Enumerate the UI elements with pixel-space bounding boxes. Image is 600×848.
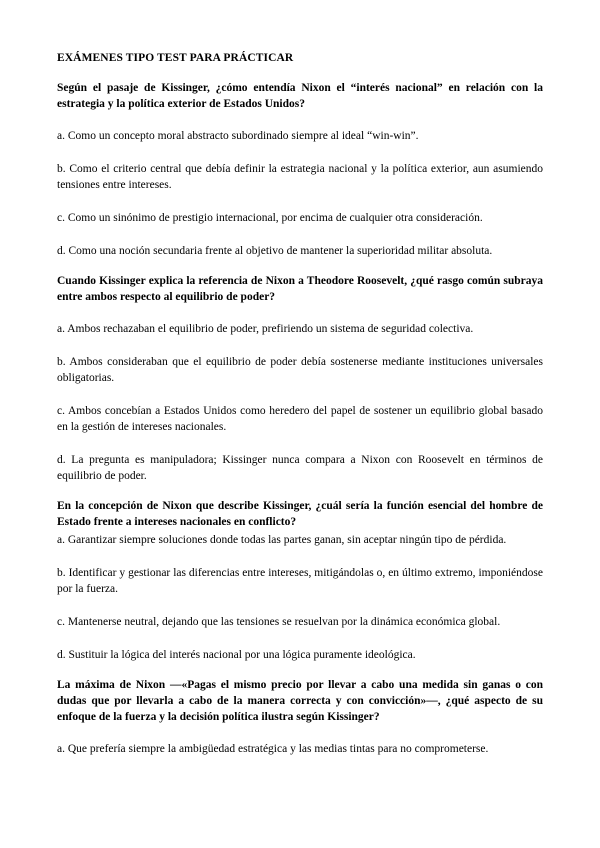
document-title: EXÁMENES TIPO TEST PARA PRÁCTICAR bbox=[57, 52, 294, 64]
question-3-option-b: b. Identificar y gestionar las diferencias entre intereses, mitigándolas o, en último extremo, imponiéndose por la fuerza. bbox=[57, 567, 543, 595]
document-page bbox=[57, 50, 543, 774]
question-1-option-b: b. Como el criterio central que debía definir la estrategia nacional y la política exterior, aun asumiendo tensiones entre intereses. bbox=[57, 163, 543, 191]
question-1-option-c: c. Como un sinónimo de prestigio internacional, por encima de cualquier otra consideración. bbox=[57, 212, 483, 224]
question-4: La máxima de Nixon —«Pagas el mismo precio por llevar a cabo una medida sin ganas o con dudas que por llevarla a cabo de la manera correcta y con convicción»—, ¿qué aspecto de su enfoque de la fuerza y la decisión política ilustra según Kissinger? bbox=[57, 679, 543, 723]
question-3: En la concepción de Nixon que describe Kissinger, ¿cuál sería la función esencial del hombre de Estado frente a intereses nacionales en conflicto? bbox=[57, 500, 543, 528]
question-3-option-d: d. Sustituir la lógica del interés nacional por una lógica puramente ideológica. bbox=[57, 649, 416, 661]
question-2-option-b: b. Ambos consideraban que el equilibrio de poder debía sostenerse mediante instituciones universales obligatorias. bbox=[57, 356, 543, 384]
question-2-option-d: d. La pregunta es manipuladora; Kissinger nunca compara a Nixon con Roosevelt en términos de equilibrio de poder. bbox=[57, 454, 543, 482]
question-1-option-d: d. Como una noción secundaria frente al objetivo de mantener la superioridad militar absoluta. bbox=[57, 245, 493, 257]
question-4-option-a: a. Que prefería siempre la ambigüedad estratégica y las medias tintas para no comprometerse. bbox=[57, 743, 489, 755]
question-2-option-a: a. Ambos rechazaban el equilibrio de poder, prefiriendo un sistema de seguridad colectiva. bbox=[57, 323, 474, 335]
question-2: Cuando Kissinger explica la referencia de Nixon a Theodore Roosevelt, ¿qué rasgo común subraya entre ambos respecto al equilibrio de poder? bbox=[57, 275, 543, 303]
question-3-option-a: a. Garantizar siempre soluciones donde todas las partes ganan, sin aceptar ningún tipo de pérdida. bbox=[57, 534, 507, 546]
question-1: Según el pasaje de Kissinger, ¿cómo entendía Nixon el “interés nacional” en relación con la estrategia y la política exterior de Estados Unidos? bbox=[57, 82, 543, 110]
question-3-option-c: c. Mantenerse neutral, dejando que las tensiones se resuelvan por la dinámica económica global. bbox=[57, 616, 501, 628]
question-1-option-a: a. Como un concepto moral abstracto subordinado siempre al ideal “win-win”. bbox=[57, 130, 419, 142]
question-2-option-c: c. Ambos concebían a Estados Unidos como heredero del papel de sostener un equilibrio global basado en la gestión de intereses nacionales. bbox=[57, 405, 543, 433]
